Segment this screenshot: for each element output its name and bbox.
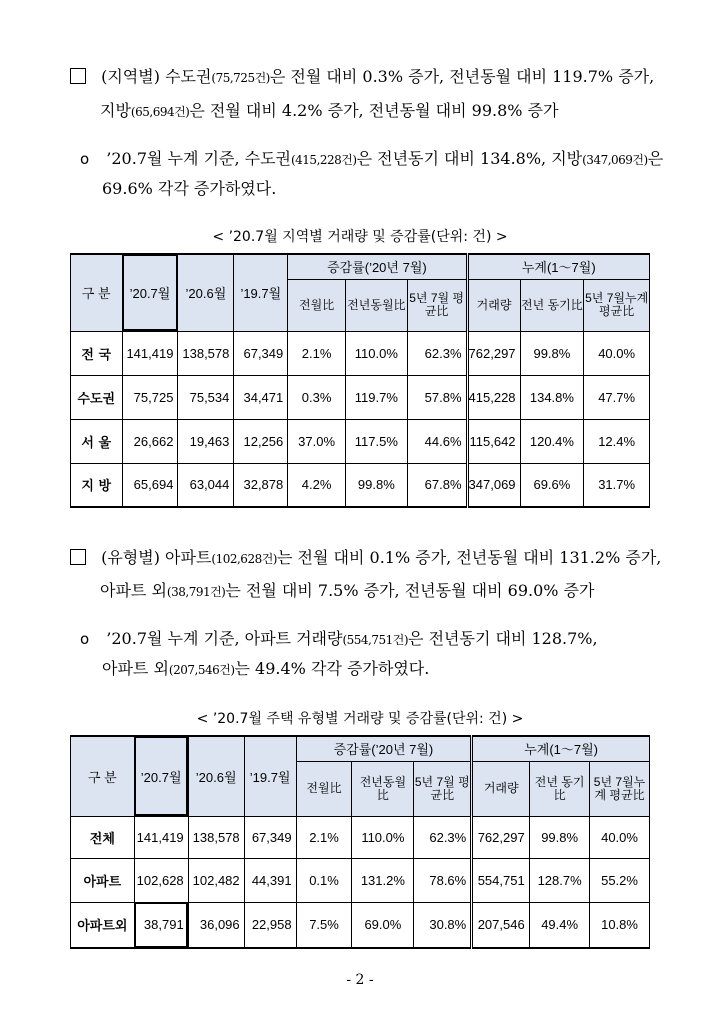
header-5y-avg: 5년 7월 평균比 — [407, 279, 467, 331]
region-summary-line1: (지역별) 수도권(75,725건)은 전월 대비 0.3% 증가, 전년동월 대비 119.7% 증가, — [70, 64, 654, 87]
page-number: - 2 - — [346, 972, 374, 988]
circle-bullet-icon: o — [80, 150, 90, 168]
header-gubun: 구 분 — [71, 736, 135, 816]
region-summary-line2: 지방(65,694건)은 전월 대비 4.2% 증가, 전년동월 대비 99.8% 증가 — [100, 101, 559, 120]
header-2020-06: ’20.6월 — [178, 254, 234, 331]
table-row: 전 국 141,419 138,578 67,349 2.1% 110.0% 62.3% 762,297 99.8% 40.0% — [71, 331, 650, 375]
table-row: 수도권 75,725 75,534 34,471 0.3% 119.7% 57.8% 415,228 134.8% 47.7% — [71, 375, 650, 419]
header-2020-07: ’20.7월 — [134, 736, 188, 816]
header-cumulative: 누계(1～7월) — [472, 736, 650, 761]
header-2019-07: ’19.7월 — [234, 254, 288, 331]
circle-bullet-icon: o — [80, 630, 90, 648]
header-2020-06: ’20.6월 — [188, 736, 244, 816]
header-yoy: 전년동월 比 — [352, 761, 414, 816]
header-yoy-cum: 전년 동기比 — [520, 279, 584, 331]
region-cumulative-line1: o ’20.7월 누계 기준, 수도권(415,228건)은 전년동기 대비 134.8%, 지방(347,069건)은 — [80, 149, 664, 168]
header-5y-cum: 5년 7월누계 평균比 — [584, 279, 650, 331]
type-summary-line2: 아파트 외(38,791건)는 전월 대비 7.5% 증가, 전년동월 대비 69.0% 증가 — [100, 581, 595, 600]
type-summary-line1: (유형별) 아파트(102,628건)는 전월 대비 0.1% 증가, 전년동월 대비 131.2% 증가, — [70, 545, 661, 568]
table-row: 아파트외 38,791 36,096 22,958 7.5% 69.0% 30.8% 207,546 49.4% 10.8% — [71, 902, 650, 948]
header-gubun: 구 분 — [71, 254, 123, 331]
region-cumulative-line2: 69.6% 각각 증가하였다. — [102, 179, 277, 198]
header-5y-avg: 5년 7월 평균比 — [414, 761, 472, 816]
table-row: 전체 141,419 138,578 67,349 2.1% 110.0% 62.3% 762,297 99.8% 40.0% — [71, 816, 650, 858]
header-volume: 거래량 — [467, 279, 520, 331]
header-cumulative: 누계(1～7월) — [467, 254, 649, 279]
region-table — [70, 253, 650, 508]
table-row: 서 울 26,662 19,463 12,256 37.0% 117.5% 44.6% 115,642 120.4% 12.4% — [71, 419, 650, 463]
type-cumulative-line2: 아파트 외(207,546건)는 49.4% 각각 증가하였다. — [102, 659, 430, 678]
square-bullet-icon — [70, 68, 86, 84]
header-5y-cum: 5년 7월누계 평균比 — [590, 761, 650, 816]
type-table — [70, 735, 650, 949]
table2-caption: < ’20.7월 주택 유형별 거래량 및 증감률(단위: 건) > — [196, 711, 524, 727]
header-change-rate: 증감률(’20년 7월) — [296, 736, 472, 761]
header-change-rate: 증감률(’20년 7월) — [288, 254, 467, 279]
header-2020-07: ’20.7월 — [122, 254, 178, 331]
header-2019-07: ’19.7월 — [244, 736, 296, 816]
table1-caption: < ’20.7월 지역별 거래량 및 증감률(단위: 건) > — [212, 229, 508, 245]
type-cumulative-line1: o ’20.7월 누계 기준, 아파트 거래량(554,751건)은 전년동기 대비 128.7%, — [80, 629, 598, 648]
table-row: 아파트 102,628 102,482 44,391 0.1% 131.2% 78.6% 554,751 128.7% 55.2% — [71, 858, 650, 902]
header-mom: 전월比 — [288, 279, 346, 331]
header-yoy: 전년동월比 — [345, 279, 407, 331]
header-mom: 전월比 — [296, 761, 352, 816]
square-bullet-icon — [70, 549, 86, 565]
table-row: 지 방 65,694 63,044 32,878 4.2% 99.8% 67.8% 347,069 69.6% 31.7% — [71, 463, 650, 507]
header-yoy-cum: 전년 동기比 — [530, 761, 590, 816]
header-volume: 거래량 — [472, 761, 530, 816]
